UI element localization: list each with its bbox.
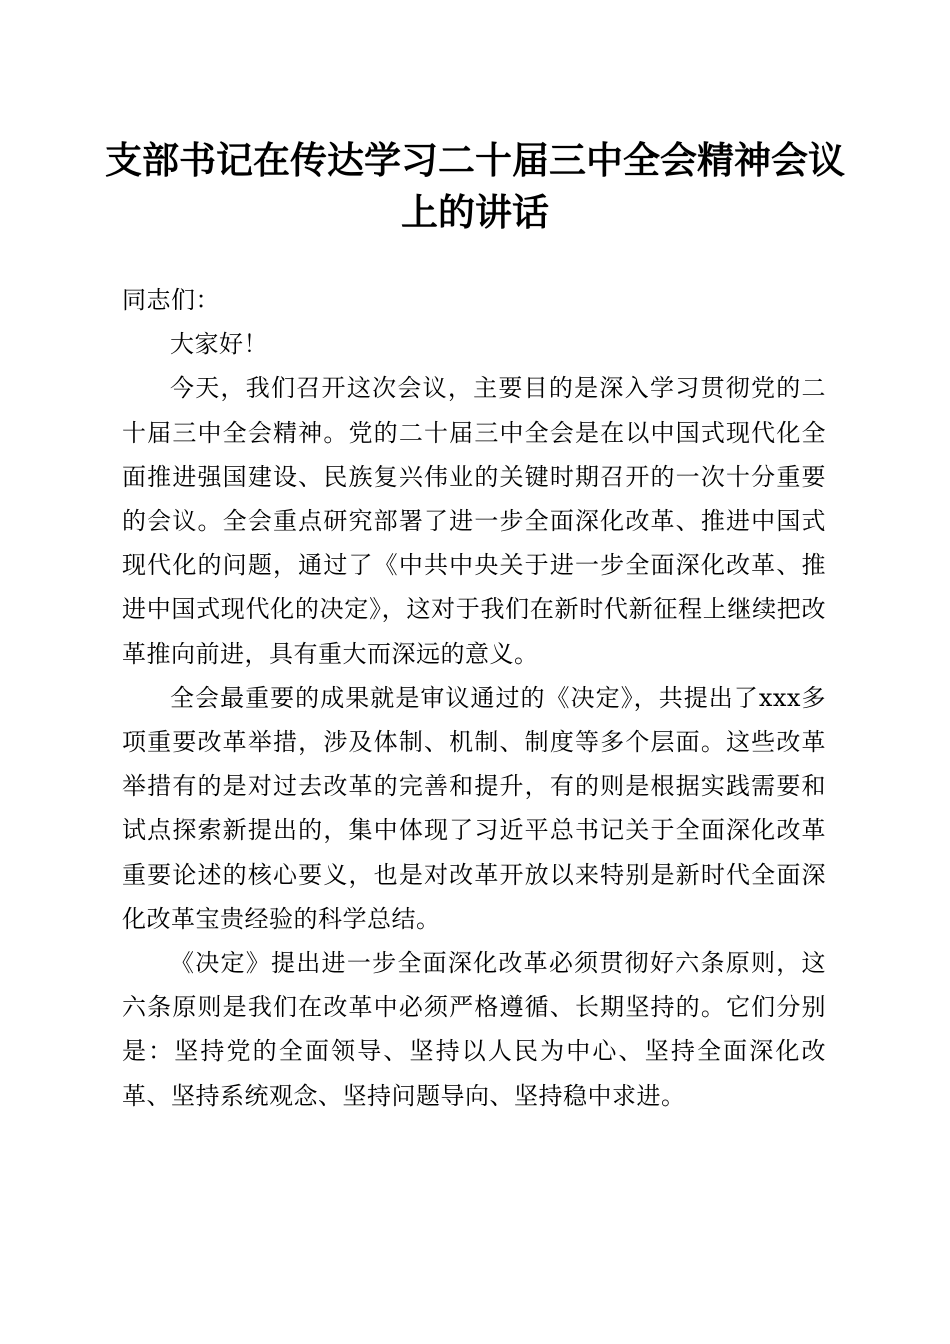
paragraph-greeting: 大家好！ — [170, 330, 268, 359]
paragraph-meeting-purpose: 今天，我们召开这次会议，主要目的是深入学习贯彻党的二十届三中全会精神。党的二十届三中全会是在以中国式现代化全面推进强国建设、民族复兴伟业的关键时期召开的一次十分重要的会议。全会重点研究部署了进一步全面深化改革、推进中国式现代化的问题，通过了《中共中央关于进一步全面深化改革、推进中国式现代化的决定》，这对于我们在新时代新征程上继续把改革推向前进，具有重大而深远的意义。 — [122, 374, 826, 668]
paragraph-six-principles: 《决定》提出进一步全面深化改革必须贯彻好六条原则，这六条原则是我们在改革中必须严格遵循、长期坚持的。它们分别是：坚持党的全面领导、坚持以人民为中心、坚持全面深化改革、坚持系统观念、坚持问题导向、坚持稳中求进。 — [122, 949, 826, 1110]
document-title: 支部书记在传达学习二十届三中全会精神会议上的讲话 — [105, 138, 845, 234]
paragraph-decision-results: 全会最重要的成果就是审议通过的《决定》，共提出了xxx多项重要改革举措，涉及体制、机制、制度等多个层面。这些改革举措有的是对过去改革的完善和提升，有的则是根据实践需要和试点探索新提出的，集中体现了习近平总书记关于全面深化改革重要论述的核心要义，也是对改革开放以来特别是新时代全面深化改革宝贵经验的科学总结。 — [122, 683, 826, 933]
salutation: 同志们： — [122, 286, 220, 314]
document-body — [122, 278, 826, 1118]
